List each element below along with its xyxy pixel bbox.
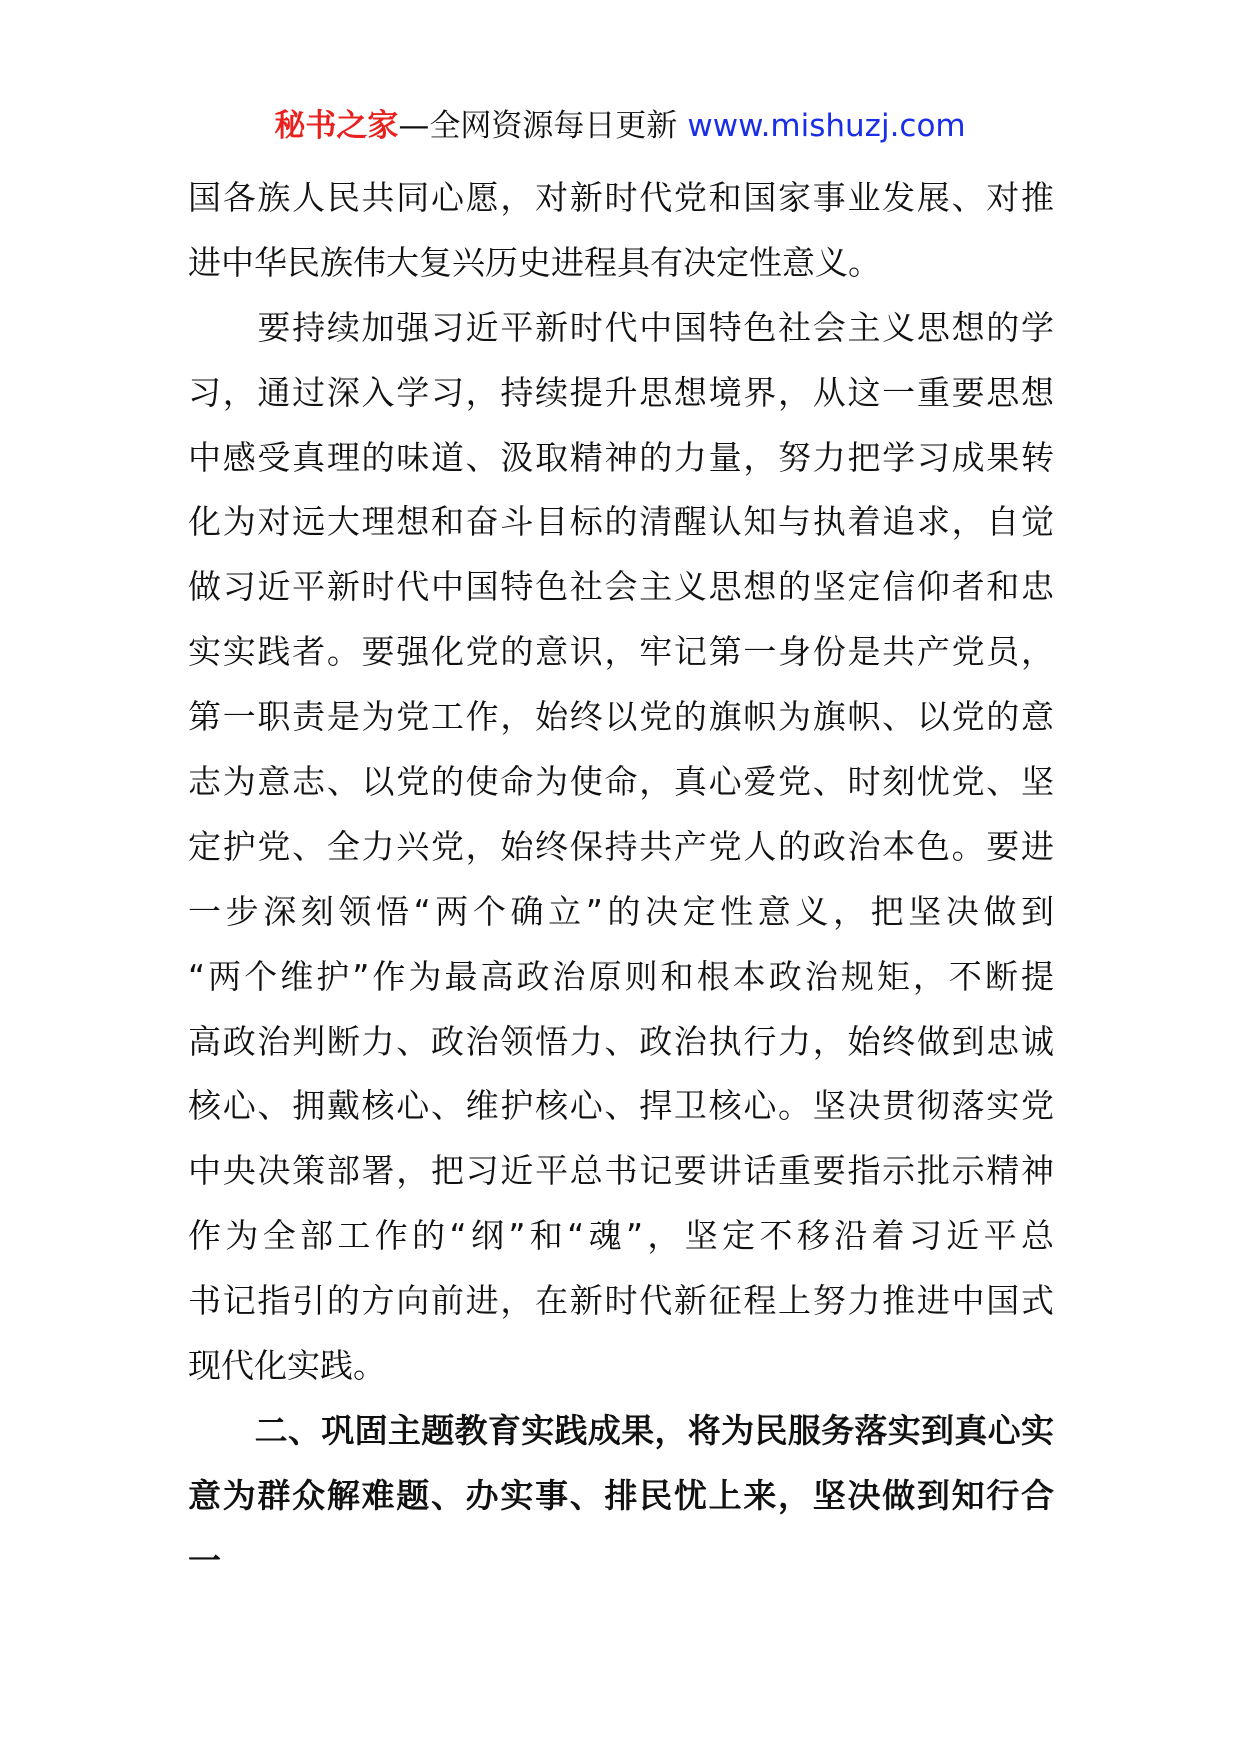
- text-line: 定护党、全力兴党，始终保持共产党人的政治本色。要进: [188, 826, 1054, 866]
- site-tagline: —全网资源每日更新: [398, 108, 678, 144]
- document-body: [188, 166, 1054, 1594]
- text-line: 中感受真理的味道、汲取精神的力量，努力把学习成果转: [188, 437, 1054, 477]
- heading-line: 二、巩固主题教育实践成果，将为民服务落实到真心实: [188, 1410, 1054, 1450]
- text-line: 第一职责是为党工作，始终以党的旗帜为旗帜、以党的意: [188, 697, 1054, 737]
- text-line: 核心、拥戴核心、维护核心、捍卫核心。坚决贯彻落实党: [188, 1086, 1054, 1126]
- heading-line: 意为群众解难题、办实事、排民忧上来，坚决做到知行合: [188, 1475, 1054, 1515]
- text-line: 高政治判断力、政治领悟力、政治执行力，始终做到忠诚: [188, 1021, 1054, 1061]
- text-line: 国各族人民共同心愿，对新时代党和国家事业发展、对推: [188, 178, 1054, 217]
- text-line: 书记指引的方向前进，在新时代新征程上努力推进中国式: [188, 1281, 1054, 1321]
- text-line: 志为意志、以党的使命为使命，真心爱党、时刻忧党、坚: [188, 762, 1054, 802]
- text-line: 现代化实践。: [188, 1346, 386, 1386]
- text-line: 做习近平新时代中国特色社会主义思想的坚定信仰者和忠: [188, 567, 1054, 607]
- site-brand: 秘书之家: [274, 108, 399, 144]
- section-heading: [188, 1399, 1054, 1594]
- site-url-link[interactable]: www.mishuzj.com: [687, 108, 966, 144]
- text-line: “两个维护”作为最高政治原则和根本政治规矩，不断提: [188, 956, 1054, 996]
- text-line: 中央决策部署，把习近平总书记要讲话重要指示批示精神: [188, 1151, 1054, 1191]
- text-line: 进中华民族伟大复兴历史进程具有决定性意义。: [188, 242, 881, 282]
- text-line: 作为全部工作的“纲”和“魂”，坚定不移沿着习近平总: [188, 1216, 1054, 1256]
- text-line: 一步深刻领悟“两个确立”的决定性意义，把坚决做到: [188, 891, 1054, 931]
- site-header: [0, 104, 1240, 148]
- paragraph-2: [188, 296, 1054, 1399]
- text-line: 习，通过深入学习，持续提升思想境界，从这一重要思想: [188, 372, 1054, 412]
- heading-line: 一: [188, 1540, 221, 1580]
- text-line: 实实践者。要强化党的意识，牢记第一身份是共产党员，: [188, 632, 1054, 672]
- paragraph-1: [188, 166, 1054, 296]
- text-line: 要持续加强习近平新时代中国特色社会主义思想的学: [188, 307, 1054, 347]
- text-line: 化为对远大理想和奋斗目标的清醒认知与执着追求，自觉: [188, 502, 1054, 542]
